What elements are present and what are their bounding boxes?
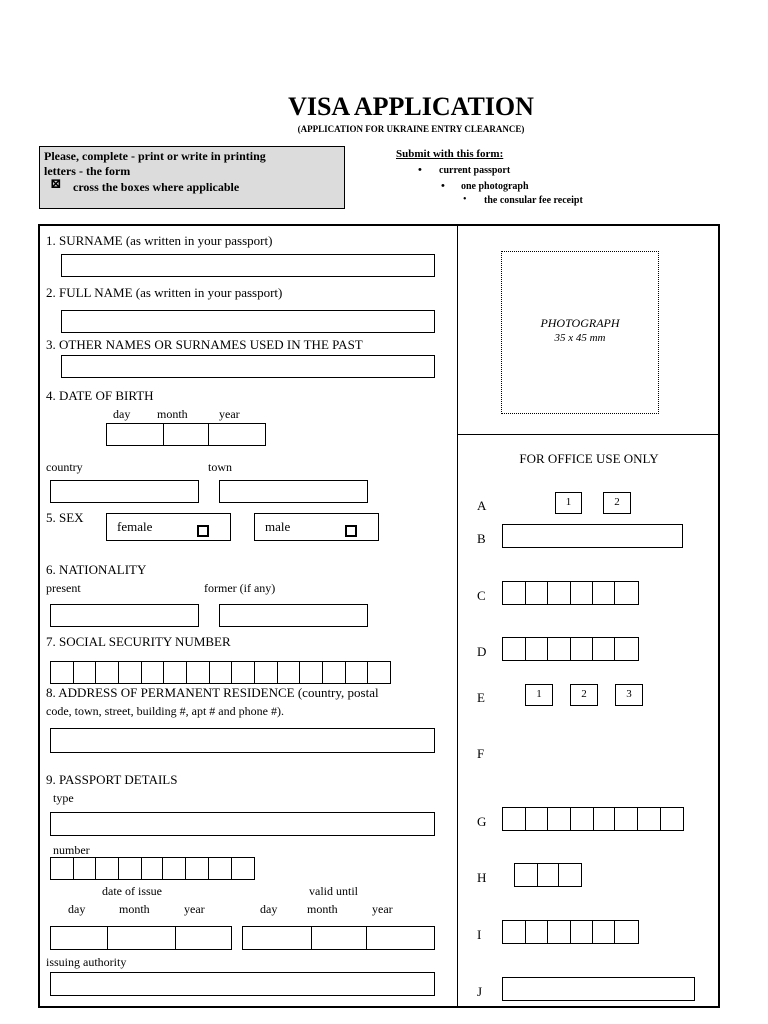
- male-label: male: [265, 519, 291, 534]
- office-letter-c: C: [477, 588, 486, 603]
- former-nationality-label: former (if any): [204, 581, 276, 595]
- female-option[interactable]: [106, 513, 231, 541]
- date-of-issue-label: date of issue: [102, 884, 162, 898]
- office-i-input[interactable]: [502, 920, 639, 944]
- ssn-input[interactable]: [50, 661, 391, 684]
- issue-day-label: day: [68, 902, 86, 916]
- dob-label: 4. DATE OF BIRTH: [46, 388, 154, 403]
- valid-month-label: month: [307, 902, 338, 916]
- surname-label: 1. SURNAME (as written in your passport): [46, 233, 273, 248]
- surname-input[interactable]: [61, 254, 435, 277]
- other-names-label: 3. OTHER NAMES OR SURNAMES USED IN THE PAST: [46, 337, 363, 352]
- passport-label: 9. PASSPORT DETAILS: [46, 772, 178, 787]
- valid-until-label: valid until: [309, 884, 358, 898]
- dob-year-label: year: [219, 407, 240, 421]
- dob-day-label: day: [113, 407, 131, 421]
- address-label-line-1: 8. ADDRESS OF PERMANENT RESIDENCE (country, postal: [46, 685, 379, 700]
- office-g-input[interactable]: [502, 807, 684, 831]
- form-title: VISA APPLICATION: [288, 92, 534, 121]
- office-e-box-3[interactable]: 3: [615, 684, 643, 706]
- passport-type-input[interactable]: [50, 812, 435, 836]
- issue-year-label: year: [184, 902, 205, 916]
- submit-item-2: one photograph: [461, 181, 529, 192]
- office-letter-h: H: [477, 870, 487, 885]
- office-h-input[interactable]: [514, 863, 582, 887]
- form-subtitle: (APPLICATION FOR UKRAINE ENTRY CLEARANCE): [297, 124, 525, 134]
- frame-divider-vertical: [457, 224, 458, 1008]
- other-names-input[interactable]: [61, 355, 435, 378]
- submit-bullet-3: •: [463, 194, 467, 205]
- full-name-input[interactable]: [61, 310, 435, 333]
- photo-label: PHOTOGRAPH: [540, 316, 620, 330]
- office-letter-d: D: [477, 644, 487, 659]
- passport-number-label: number: [53, 843, 90, 857]
- office-use-title: FOR OFFICE USE ONLY: [519, 451, 659, 466]
- present-nationality-input[interactable]: [50, 604, 199, 627]
- office-b-input[interactable]: [502, 524, 683, 548]
- office-a-box-1[interactable]: 1: [555, 492, 582, 514]
- valid-day-label: day: [260, 902, 278, 916]
- sex-label: 5. SEX: [46, 510, 84, 525]
- male-checkbox[interactable]: [345, 525, 357, 537]
- ssn-label: 7. SOCIAL SECURITY NUMBER: [46, 634, 231, 649]
- address-input[interactable]: [50, 728, 435, 753]
- office-e-box-1[interactable]: 1: [525, 684, 553, 706]
- issue-date-input[interactable]: [50, 926, 232, 950]
- instructions-line-1: Please, complete - print or write in printing: [44, 149, 266, 163]
- office-d-input[interactable]: [502, 637, 639, 661]
- former-nationality-input[interactable]: [219, 604, 368, 627]
- office-letter-j: J: [477, 984, 483, 999]
- birth-town-label: town: [208, 460, 232, 474]
- office-j-input[interactable]: [502, 977, 695, 1001]
- dob-month-label: month: [157, 407, 188, 421]
- office-letter-a: A: [477, 498, 487, 513]
- office-letter-i: I: [477, 927, 482, 942]
- submit-item-3: the consular fee receipt: [484, 195, 583, 206]
- full-name-label: 2. FULL NAME (as written in your passport): [46, 285, 283, 300]
- valid-until-input[interactable]: [242, 926, 435, 950]
- photo-placeholder: [501, 251, 659, 414]
- address-label-line-2: code, town, street, building #, apt # and phone #).: [46, 704, 284, 718]
- frame-divider-horizontal: [457, 434, 719, 435]
- instructions-box: [39, 146, 345, 209]
- office-letter-b: B: [477, 531, 486, 546]
- photo-size: 35 x 45 mm: [554, 332, 606, 344]
- issue-month-label: month: [119, 902, 150, 916]
- office-a-box-2[interactable]: 2: [603, 492, 631, 514]
- passport-number-input[interactable]: [50, 857, 255, 880]
- dob-input[interactable]: [106, 423, 266, 446]
- issuing-authority-input[interactable]: [50, 972, 435, 996]
- office-letter-f: F: [477, 746, 485, 761]
- office-letter-e: E: [477, 690, 485, 705]
- birth-country-input[interactable]: [50, 480, 199, 503]
- office-e-box-2[interactable]: 2: [570, 684, 598, 706]
- checkbox-icon: ⊠: [50, 177, 62, 192]
- office-letter-g: G: [477, 814, 487, 829]
- submit-bullet-2: •: [441, 180, 445, 192]
- submit-item-1: current passport: [439, 165, 511, 176]
- valid-year-label: year: [372, 902, 393, 916]
- instructions-line-3: cross the boxes where applicable: [73, 180, 240, 194]
- issuing-authority-label: issuing authority: [46, 955, 127, 969]
- female-checkbox[interactable]: [197, 525, 209, 537]
- male-option[interactable]: [254, 513, 379, 541]
- present-nationality-label: present: [46, 581, 81, 595]
- instructions-line-2: letters - the form: [44, 164, 131, 178]
- female-label: female: [117, 519, 153, 534]
- birth-country-label: country: [46, 460, 83, 474]
- passport-type-label: type: [53, 791, 74, 805]
- submit-title: Submit with this form:: [396, 148, 504, 160]
- nationality-label: 6. NATIONALITY: [46, 562, 147, 577]
- office-c-input[interactable]: [502, 581, 639, 605]
- submit-bullet-1: •: [418, 164, 422, 176]
- birth-town-input[interactable]: [219, 480, 368, 503]
